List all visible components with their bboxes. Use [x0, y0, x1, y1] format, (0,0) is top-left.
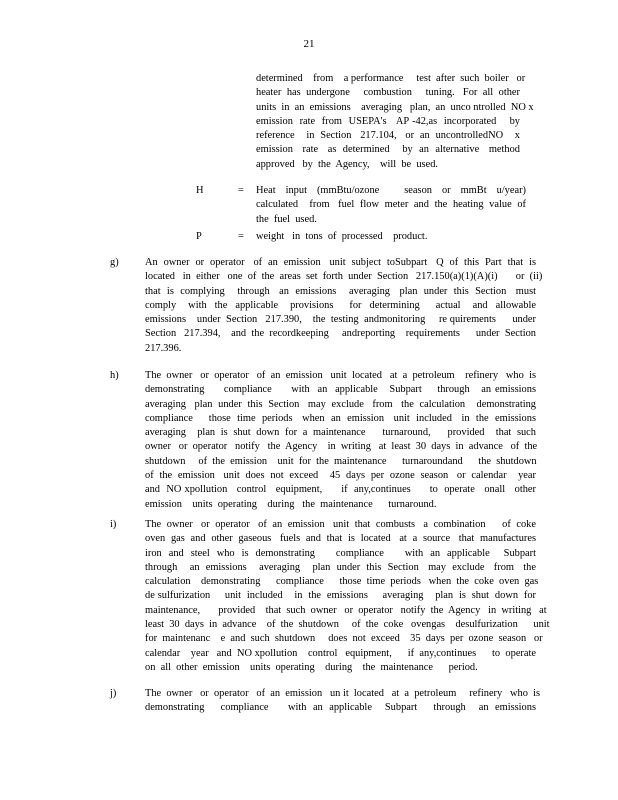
equals-sign: = [238, 185, 244, 196]
text-line: maintenance, provided that such owner or operator notify the Agency in writing at [145, 604, 547, 616]
text-line: through an emissions averaging plan under this Section may exclude from the [145, 561, 536, 573]
text-line: located in either one of the areas set forth under Section 217.150(a)(1)(A)(i) or (ii) [145, 271, 543, 283]
text-line: heater has undergone combustion tuning. For all other [256, 87, 520, 99]
text-line: Section 217.394, and the recordkeeping andreporting requirements under Section [145, 328, 536, 340]
paragraph-label: j) [110, 688, 117, 699]
text-line: de sulfurization unit included in the emissions averaging plan is shut down for [145, 590, 536, 602]
text-line: The owner or operator of an emission un it located at a petroleum refinery who is [145, 688, 541, 699]
text-line: calculated from fuel flow meter and the heating value of [256, 199, 526, 211]
text-line: and NO xpollution control equipment, if any,continues to operate onall other [145, 484, 536, 496]
text-line: emission rate from USEPA's AP -42,as incorporated by [256, 115, 520, 127]
text-line: approved by the Agency, will be used. [256, 158, 438, 170]
text-line: the fuel used. [256, 213, 317, 225]
text-line: emission rate as determined by an alternative method [256, 144, 520, 156]
variable-name: P [196, 231, 202, 242]
text-line: determined from a performance test after such boiler or [256, 73, 526, 84]
text-line: least 30 days in advance of the shutdown of the coke ovengas desulfurization unit [145, 619, 550, 631]
text-line: owner or operator notify the Agency in writing at least 30 days in advance of the [145, 441, 538, 453]
variable-name: H [196, 185, 204, 196]
text-line: demonstrating compliance with an applicable Subpart through an emissions [145, 384, 536, 396]
text-line: Heat input (mmBtu/ozone season or mmBt u/year) [256, 185, 526, 196]
text-line: The owner or operator of an emission unit located at a petroleum refinery who is [145, 370, 536, 381]
text-line: emissions under Section 217.390, the testing andmonitoring re quirements under [145, 314, 536, 326]
equals-sign: = [238, 231, 244, 242]
text-line: An owner or operator of an emission unit subject toSubpart Q of this Part that is [145, 257, 536, 268]
paragraph-label: h) [110, 370, 119, 381]
text-line: 217.396. [145, 342, 182, 354]
text-line: oven gas and other gaseous fuels and that is located at a source that manufactures [145, 533, 536, 545]
text-line: emission units operating during the maintenance turnaround. [145, 498, 437, 510]
text-line: The owner or operator of an emission unit that combusts a combination of coke [145, 519, 536, 530]
text-line: that is complying through an emissions averaging plan under this Section must [145, 285, 536, 297]
text-line: shutdown of the emission unit for the maintenance turnaroundand the shutdown [145, 455, 537, 467]
text-line: averaging plan is shut down for a maintenance turnaround, provided that such [145, 427, 536, 439]
continuation-text [256, 72, 534, 172]
text-line: compliance those time periods when an emission unit included in the emissions [145, 412, 536, 424]
text-line: averaging plan under this Section may exclude from the calculation demonstrating [145, 398, 536, 410]
text-line: calendar year and NO xpollution control equipment, if any,continues to operate [145, 647, 536, 659]
text-line: weight in tons of processed product. [256, 231, 428, 242]
paragraph-label: g) [110, 257, 119, 268]
text-line: reference in Section 217.104, or an uncontrolledNO x [256, 130, 520, 142]
page-number: 21 [303, 38, 315, 50]
text-line: of the emission unit does not exceed 45 days per ozone season or calendar year [145, 470, 536, 482]
text-line: on all other emission units operating during the maintenance period. [145, 661, 478, 673]
paragraph-label: i) [110, 519, 117, 530]
text-line: calculation demonstrating compliance those time periods when the coke oven gas [145, 576, 539, 588]
text-line: for maintenanc e and such shutdown does not exceed 35 days per ozone season or [145, 633, 543, 645]
text-line: iron and steel who is demonstrating compliance with an applicable Subpart [145, 547, 536, 559]
text-line: comply with the applicable provisions for determining actual and allowable [145, 299, 536, 311]
text-line: units in an emissions averaging plan, an unco ntrolled NO x [256, 101, 534, 113]
text-line: demonstrating compliance with an applicable Subpart through an emissions [145, 702, 536, 714]
